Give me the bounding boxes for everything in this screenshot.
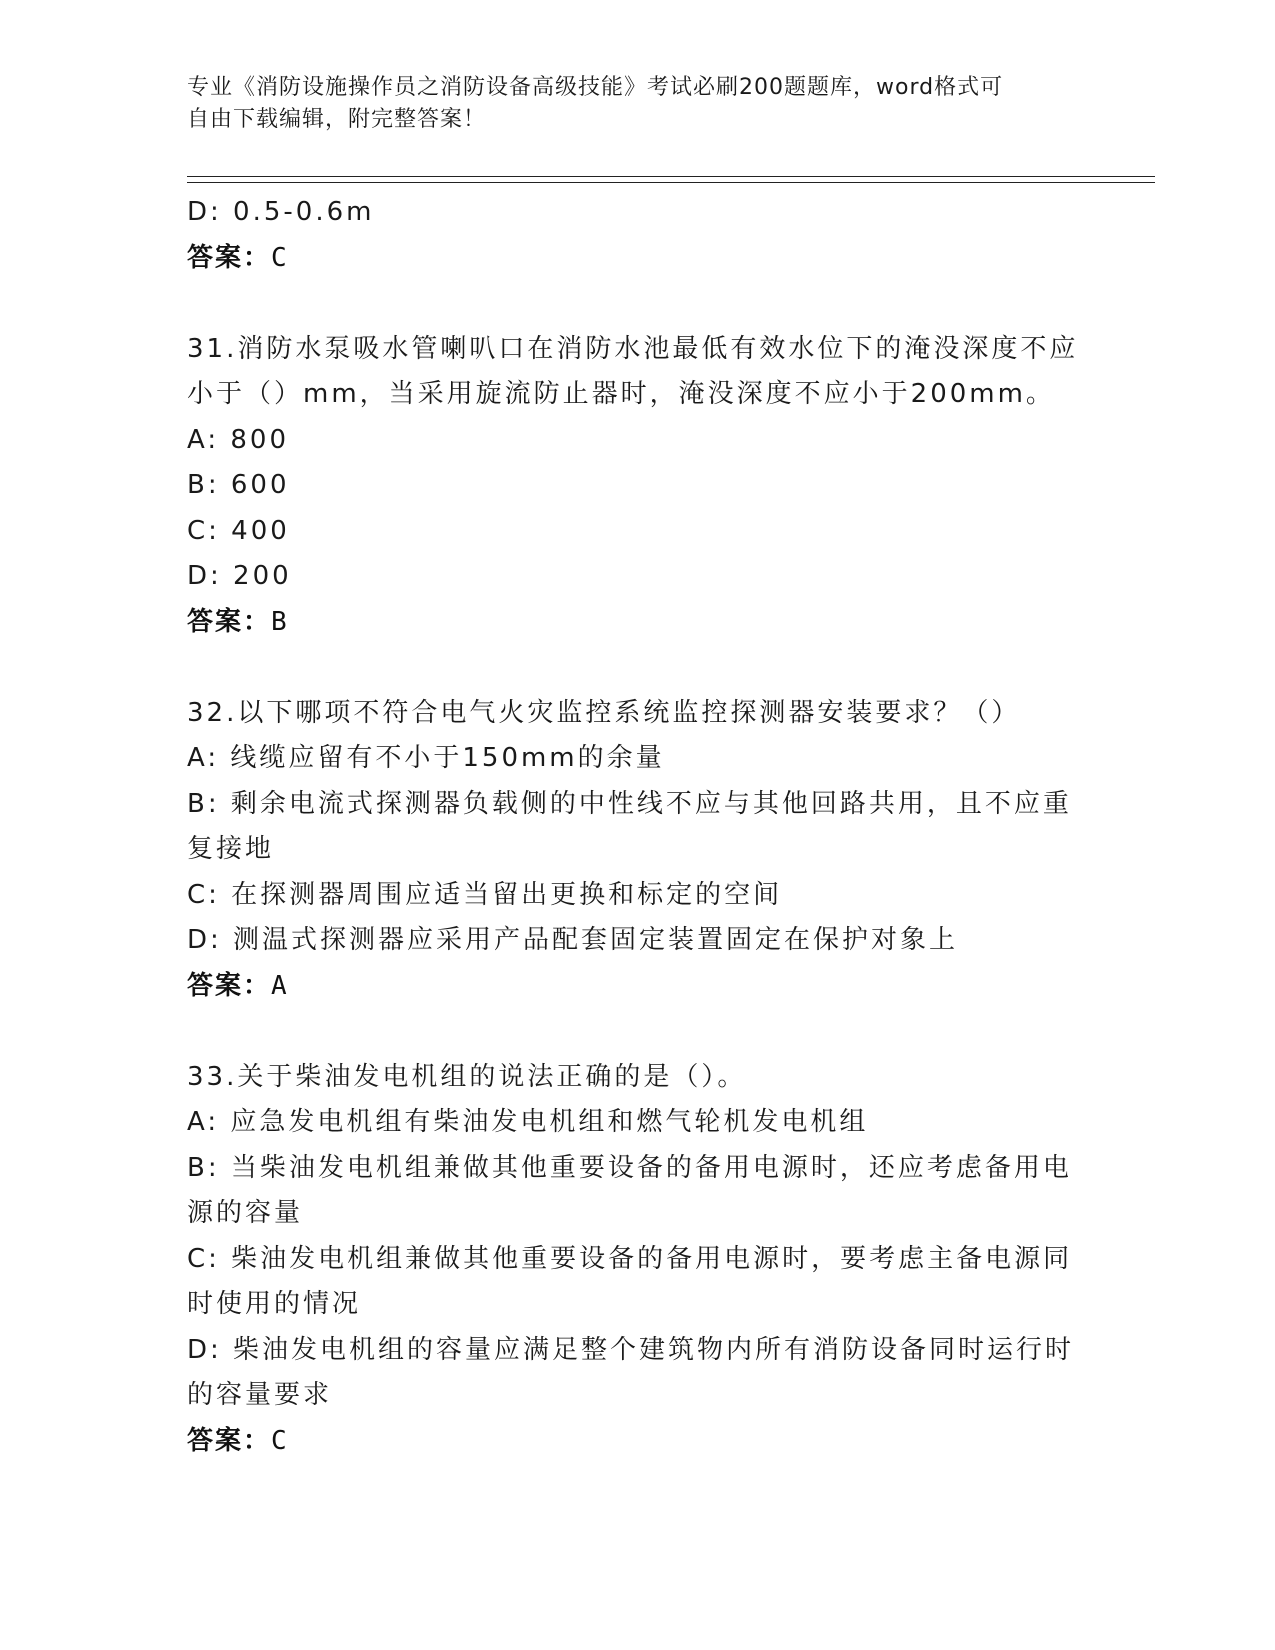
answer-label: 答案： xyxy=(187,970,272,1001)
question-33 xyxy=(187,1055,1087,1465)
option-d: D: 柴油发电机组的容量应满足整个建筑物内所有消防设备同时运行时 xyxy=(187,1334,1075,1365)
answer-value: C xyxy=(271,1425,289,1456)
header-title-line-1: 专业《消防设施操作员之消防设备高级技能》考试必刷200题题库，word格式可 xyxy=(187,75,1004,100)
option-b: B: 剩余电流式探测器负载侧的中性线不应与其他回路共用，且不应重 xyxy=(187,788,1072,819)
option-b: B: 600 xyxy=(187,470,290,500)
question-32 xyxy=(187,691,1087,1010)
answer-value: C xyxy=(271,242,289,273)
option-c: C: 在探测器周围应适当留出更换和标定的空间 xyxy=(187,879,783,910)
answer-line xyxy=(187,964,1087,1010)
answer-label: 答案： xyxy=(187,242,272,273)
question-stem-line-2: 小于（）mm，当采用旋流防止器时，淹没深度不应小于200mm。 xyxy=(187,379,1055,409)
option-b: B: 当柴油发电机组兼做其他重要设备的备用电源时，还应考虑备用电 xyxy=(187,1152,1072,1183)
option-a: A: 800 xyxy=(187,424,289,455)
header-divider-top xyxy=(187,176,1155,177)
option-d: D: 0.5-0.6m xyxy=(187,197,375,227)
answer-label: 答案： xyxy=(187,1425,272,1456)
answer-label: 答案： xyxy=(187,606,272,637)
prev-question-tail xyxy=(187,190,1087,281)
option-a: A: 应急发电机组有柴油发电机组和燃气轮机发电机组 xyxy=(187,1107,869,1137)
option-c-continued: 时使用的情况 xyxy=(187,1289,362,1319)
option-d-continued: 的容量要求 xyxy=(187,1380,333,1410)
option-c: C: 400 xyxy=(187,515,290,546)
answer-value: B xyxy=(271,606,289,637)
option-c: C: 柴油发电机组兼做其他重要设备的备用电源时，要考虑主备电源同 xyxy=(187,1243,1073,1274)
option-d: D: 测温式探测器应采用产品配套固定装置固定在保护对象上 xyxy=(187,925,959,955)
option-a: A: 线缆应留有不小于150mm的余量 xyxy=(187,743,665,773)
question-stem-line-1: 33.关于柴油发电机组的说法正确的是（）。 xyxy=(187,1061,747,1092)
option-d: D: 200 xyxy=(187,561,292,591)
page-header xyxy=(187,72,1087,136)
option-b-continued: 复接地 xyxy=(187,834,275,864)
header-divider-bottom xyxy=(187,182,1155,183)
header-title-line-2: 自由下载编辑，附完整答案！ xyxy=(187,107,487,132)
spacer xyxy=(187,281,1087,327)
option-b-continued: 源的容量 xyxy=(187,1198,304,1228)
answer-line xyxy=(187,236,1087,282)
question-stem-line-1: 32.以下哪项不符合电气火灾监控系统监控探测器安装要求？（） xyxy=(187,697,1021,728)
document-body xyxy=(187,190,1087,1464)
answer-line xyxy=(187,600,1087,646)
spacer xyxy=(187,645,1087,691)
question-stem-line-1: 31.消防水泵吸水管喇叭口在消防水池最低有效水位下的淹没深度不应 xyxy=(187,333,1079,364)
question-31 xyxy=(187,327,1087,646)
answer-line xyxy=(187,1419,1087,1465)
answer-value: A xyxy=(271,970,289,1001)
spacer xyxy=(187,1009,1087,1055)
